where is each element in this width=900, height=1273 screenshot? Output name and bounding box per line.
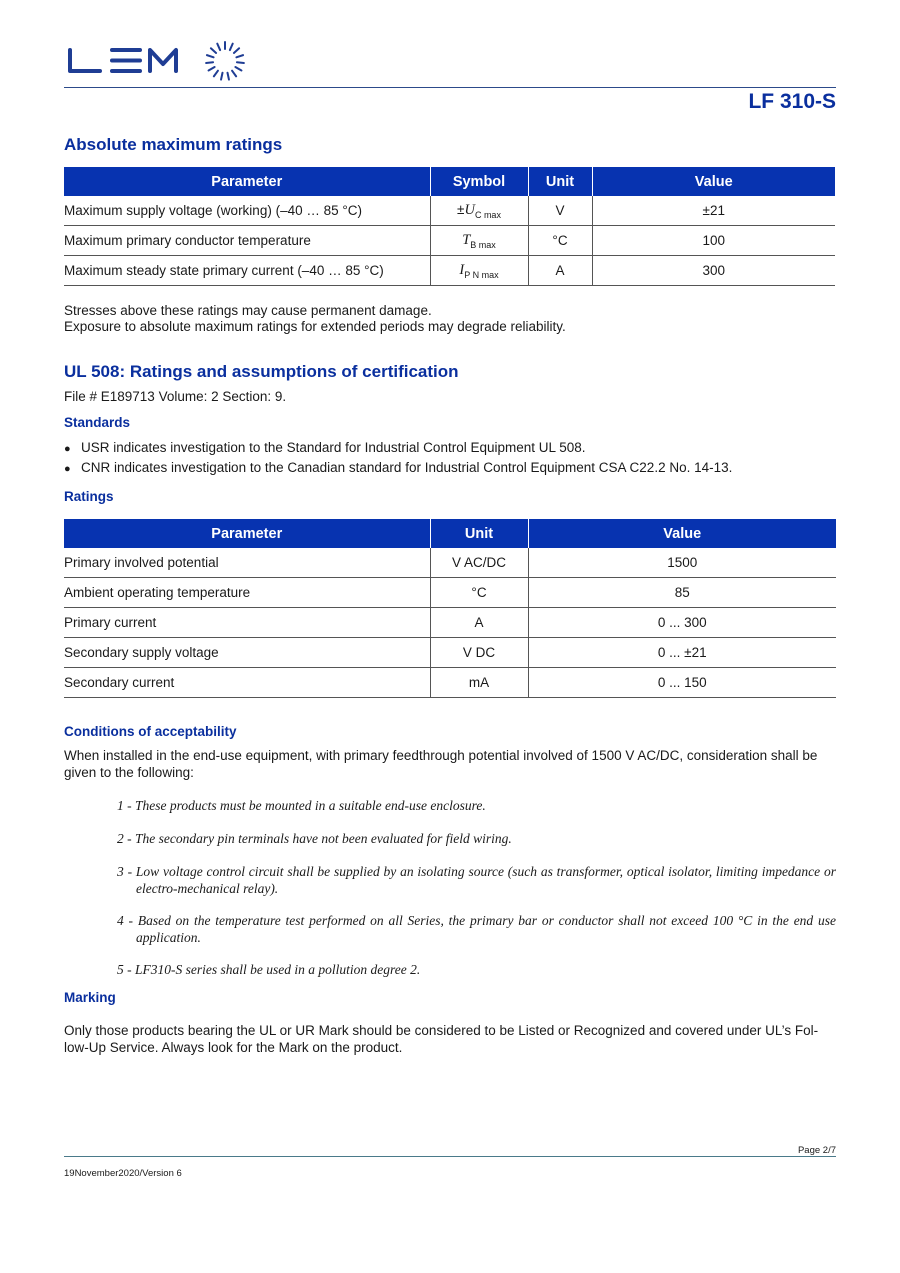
- symbol-letter: I: [459, 261, 465, 278]
- list-item: [64, 440, 586, 455]
- col-parameter: Parameter: [64, 519, 430, 548]
- cell-symbol: [430, 226, 528, 256]
- table-header-row: [64, 519, 836, 548]
- product-title: LF 310-S: [748, 90, 836, 113]
- col-symbol: Symbol: [430, 167, 528, 196]
- cell-param: Secondary supply voltage: [64, 638, 430, 668]
- table-row: [64, 196, 835, 226]
- cell-value: 85: [528, 578, 836, 608]
- symbol-subscript: B max: [470, 239, 496, 250]
- symbol-subscript: P N max: [464, 269, 499, 280]
- symbol-letter: U: [464, 201, 475, 218]
- cell-param: Primary involved potential: [64, 548, 430, 578]
- condition-line-cont: application.: [136, 929, 201, 945]
- header-rule: [64, 87, 836, 88]
- page-number: Page 2/7: [797, 1145, 836, 1156]
- condition-line: 2 - The secondary pin terminals have not been evaluated for field wiring.: [117, 831, 512, 846]
- amr-note-1: Stresses above these ratings may cause permanent damage.: [64, 303, 432, 318]
- table-row: [64, 608, 836, 638]
- standard-text: CNR indicates investigation to the Canadian standard for Industrial Control Equipment CSA C22.2 No. 14-13.: [81, 460, 733, 475]
- marking-line-2: low-Up Service. Always look for the Mark on the product.: [64, 1040, 403, 1055]
- standards-heading: Standards: [64, 415, 131, 430]
- conditions-intro: When installed in the end-use equipment, with primary feedthrough potential involved of 1500 V AC/DC, consideration shall be given to the following:: [64, 748, 818, 780]
- condition-line: 4 - Based on the temperature test performed on all Series, the primary bar or conductor shall not exceed 100 °C in the end use: [117, 913, 836, 928]
- amr-note-2: Exposure to absolute maximum ratings for extended periods may degrade reliability.: [64, 319, 566, 334]
- cell-value: 0 ... 150: [528, 668, 836, 698]
- ratings-heading: Ratings: [64, 489, 114, 504]
- cell-param: Maximum primary conductor temperature: [64, 226, 430, 256]
- condition-line: 5 - LF310-S series shall be used in a pollution degree 2.: [117, 962, 421, 977]
- condition-item: [117, 962, 836, 979]
- cell-unit: V: [528, 196, 592, 226]
- condition-item: [117, 831, 836, 848]
- col-parameter: Parameter: [64, 167, 430, 196]
- version-text: 19November2020/Version 6: [64, 1168, 182, 1179]
- footer-rule: [64, 1156, 836, 1157]
- cell-param: Maximum supply voltage (working) (–40 … 85 °C): [64, 196, 430, 226]
- lem-logo: [68, 40, 248, 84]
- condition-line: 1 - These products must be mounted in a suitable end-use enclosure.: [117, 798, 486, 813]
- cell-unit: mA: [430, 668, 528, 698]
- symbol-subscript: C max: [474, 209, 501, 220]
- list-item: [64, 460, 732, 475]
- cell-unit: °C: [430, 578, 528, 608]
- condition-line: 3 - Low voltage control circuit shall be supplied by an isolating source (such as transformer, optical isolator, limiting impedance or: [117, 864, 836, 879]
- table-row: [64, 668, 836, 698]
- ratings-table: [64, 519, 836, 698]
- cell-value: 1500: [528, 548, 836, 578]
- marking-line-1: Only those products bearing the UL or UR Mark should be considered to be Listed or Recognized and covered under UL’s Fol-: [64, 1023, 819, 1038]
- conditions-heading: Conditions of acceptability: [64, 724, 237, 739]
- standard-text: USR indicates investigation to the Standard for Industrial Control Equipment UL 508.: [81, 440, 586, 455]
- table-header-row: [64, 167, 835, 196]
- cell-unit: A: [528, 256, 592, 286]
- cell-unit: °C: [528, 226, 592, 256]
- col-value: Value: [528, 519, 836, 548]
- table-row: [64, 578, 836, 608]
- cell-param: Maximum steady state primary current (–40 … 85 °C): [64, 256, 430, 286]
- table-row: [64, 548, 836, 578]
- cell-value: ±21: [592, 196, 835, 226]
- symbol-prefix: ±: [457, 201, 465, 217]
- condition-item: [117, 798, 836, 815]
- table-row: [64, 226, 835, 256]
- col-unit: Unit: [430, 519, 528, 548]
- cell-unit: V DC: [430, 638, 528, 668]
- ul-heading: UL 508: Ratings and assumptions of certification: [64, 362, 459, 381]
- condition-item: [117, 913, 836, 946]
- table-row: [64, 638, 836, 668]
- cell-param: Secondary current: [64, 668, 430, 698]
- cell-value: 0 ... ±21: [528, 638, 836, 668]
- bullet-icon: ●: [64, 463, 71, 475]
- cell-value: 0 ... 300: [528, 608, 836, 638]
- cell-symbol: [430, 256, 528, 286]
- col-value: Value: [592, 167, 835, 196]
- cell-value: 100: [592, 226, 835, 256]
- cell-unit: A: [430, 608, 528, 638]
- condition-line-cont: electro-mechanical relay).: [136, 880, 279, 896]
- amr-table: [64, 167, 835, 286]
- ul-file: File # E189713 Volume: 2 Section: 9.: [64, 389, 287, 404]
- symbol-letter: T: [462, 231, 471, 248]
- col-unit: Unit: [528, 167, 592, 196]
- amr-heading: Absolute maximum ratings: [64, 135, 283, 154]
- table-row: [64, 256, 835, 286]
- cell-param: Primary current: [64, 608, 430, 638]
- cell-param: Ambient operating temperature: [64, 578, 430, 608]
- condition-item: [117, 864, 836, 897]
- bullet-icon: ●: [64, 443, 71, 455]
- cell-unit: V AC/DC: [430, 548, 528, 578]
- cell-value: 300: [592, 256, 835, 286]
- cell-symbol: [430, 196, 528, 226]
- marking-heading: Marking: [64, 990, 116, 1005]
